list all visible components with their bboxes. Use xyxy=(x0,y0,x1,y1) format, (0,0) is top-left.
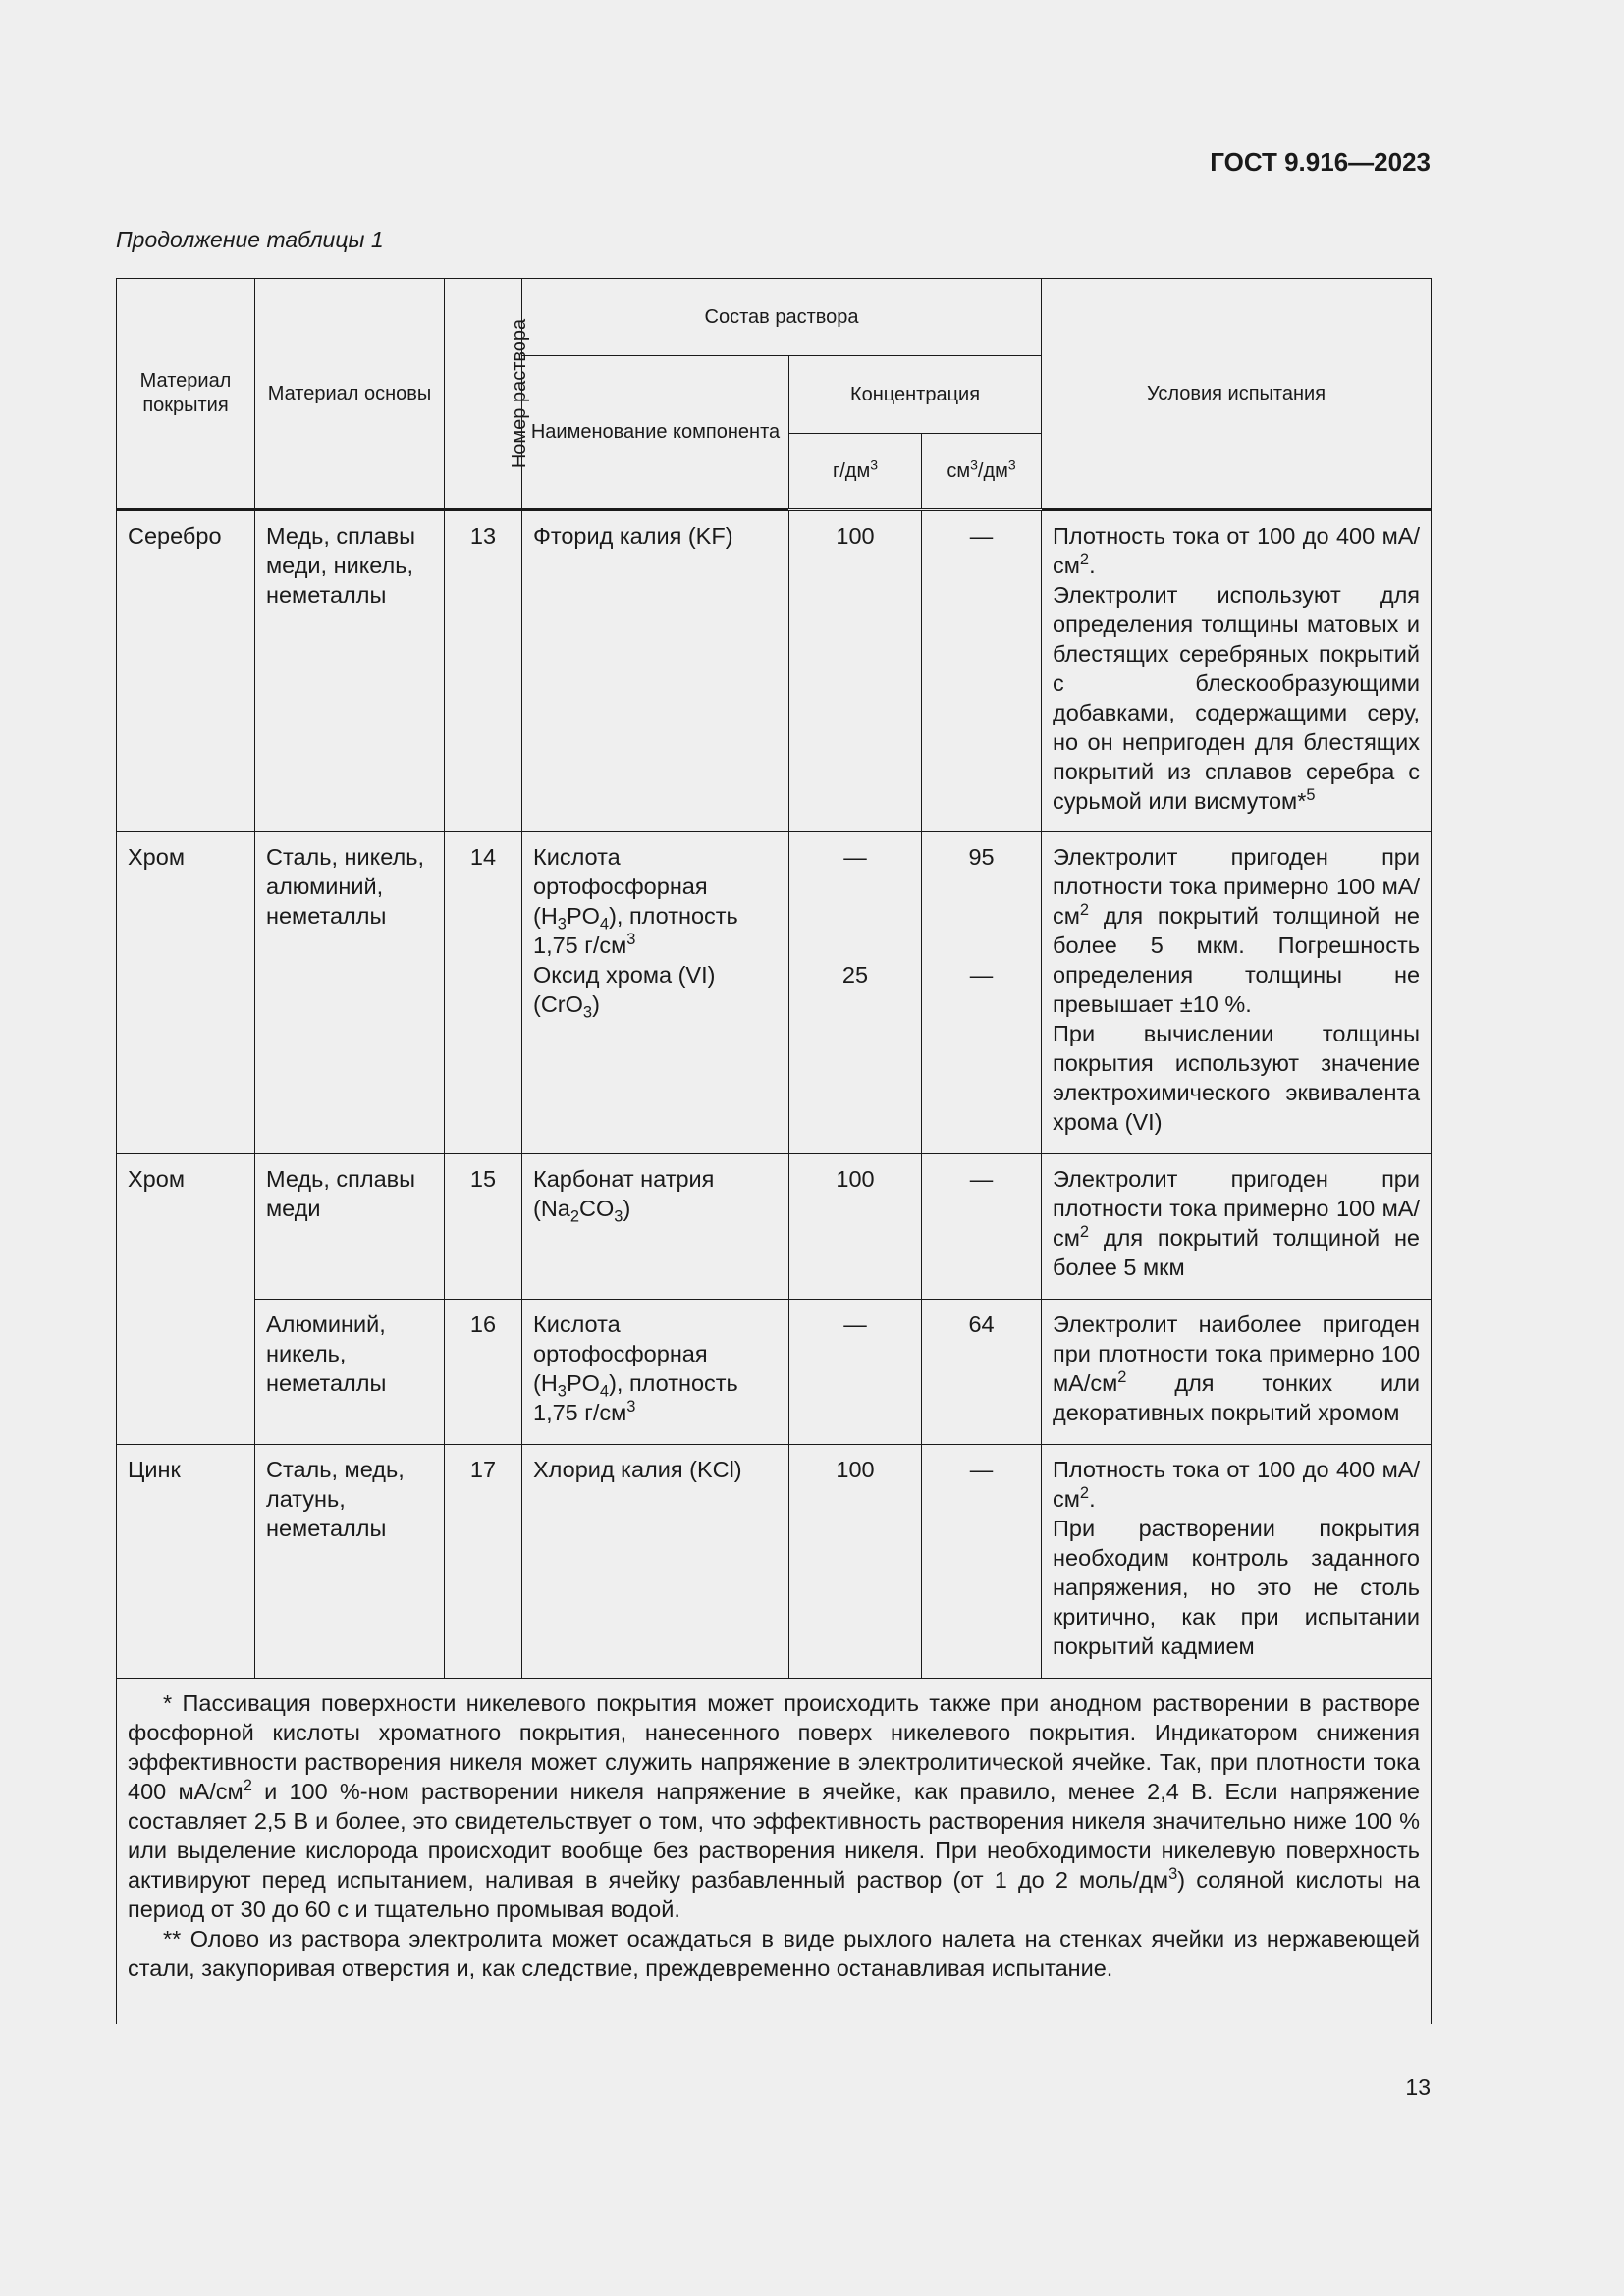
cell-number: 17 xyxy=(445,1445,522,1679)
header-coating-material: Материал покрытия xyxy=(117,279,255,510)
cell-base: Сталь, медь, латунь, неметаллы xyxy=(255,1445,445,1679)
cell-coating: Цинк xyxy=(117,1445,255,1679)
cell-base: Алюминий, никель, неметаллы xyxy=(255,1300,445,1445)
cell-conc-g: — xyxy=(789,1300,922,1445)
cell-conditions: Электролит наиболее пригоден при плотности тока примерно 100 $мА/см^2$ для тонких или декоративных покрытий хромом xyxy=(1042,1300,1432,1445)
table-footnotes xyxy=(117,1679,1432,2025)
cell-component: Фторид калия (KF) xyxy=(522,510,789,832)
cell-conc-g: 100 xyxy=(789,1154,922,1300)
table-header xyxy=(117,279,1432,510)
cell-base: Медь, сплавы меди xyxy=(255,1154,445,1300)
cell-component: Хлорид калия (KCl) xyxy=(522,1445,789,1679)
header-solution-number: Номер раствора xyxy=(445,279,522,510)
header-unit-cm: $см^3/дм^3$ xyxy=(922,434,1042,510)
header-base-material: Материал основы xyxy=(255,279,445,510)
cell-conc-cm: — xyxy=(922,1154,1042,1300)
cell-conc-cm: — xyxy=(922,1445,1042,1679)
cell-conc-g: 100 xyxy=(789,510,922,832)
cell-conditions: Электролит пригоден при плотности тока примерно 100 $мА/см^2$ для покрытий толщиной не более 5 мкм xyxy=(1042,1154,1432,1300)
cell-conditions: Плотность тока от 100 до 400 $мА/см^2$. При растворении покрытия необходим контроль заданного напряжения, но это не столь критично, как при испытании покрытий кадмием xyxy=(1042,1445,1432,1679)
header-concentration: Концентрация xyxy=(789,356,1042,434)
cell-base: Медь, сплавы меди, никель, неметаллы xyxy=(255,510,445,832)
cell-base: Сталь, никель, алюминий, неметаллы xyxy=(255,832,445,1154)
cell-coating: Хром xyxy=(117,1154,255,1445)
data-table xyxy=(116,278,1432,2024)
table-row xyxy=(117,510,1432,832)
cell-coating: Хром xyxy=(117,832,255,1154)
cell-coating: Серебро xyxy=(117,510,255,832)
cell-component: Кислота ортофосфорная $(H_3PO_4)$, плотность 1,75 $г/см^3$ xyxy=(522,1300,789,1445)
cell-conc-cm: — xyxy=(922,510,1042,832)
header-component-name: Наименование компонента xyxy=(522,356,789,510)
cell-conc-cm: 64 xyxy=(922,1300,1042,1445)
cell-number: 13 xyxy=(445,510,522,832)
header-unit-g: $г/дм^3$ xyxy=(789,434,922,510)
cell-conditions: Электролит пригоден при плотности тока примерно 100 $мА/см^2$ для покрытий толщиной не более 5 мкм. Погрешность определения толщины не превышает ±10 %. При вычислении толщины покрытия используют значение электрохимического эквивалента хрома (VI) xyxy=(1042,832,1432,1154)
table-row xyxy=(117,1300,1432,1445)
cell-number: 15 xyxy=(445,1154,522,1300)
table-row xyxy=(117,1154,1432,1300)
cell-number: 14 xyxy=(445,832,522,1154)
cell-number: 16 xyxy=(445,1300,522,1445)
footnote-2: ** Олово из раствора электролита может осаждаться в виде рыхлого налета на стенках ячейки из нержавеющей стали, закупоривая отверстия и, как следствие, преждевременно останавливая испытание. xyxy=(128,1926,1421,1981)
cell-component: Карбонат натрия $(Na_2CO_3)$ xyxy=(522,1154,789,1300)
header-conditions: Условия испытания xyxy=(1042,279,1432,510)
cell-conc-g: — 25 xyxy=(789,832,922,1154)
cell-conditions: Плотность тока от 100 до 400 $мА/см^2$. Электролит используют для определения толщины матовых и блестящих серебряных покрытий с блескообразующими добавками, содержащими серу, но он непригоден для блестящих покрытий из сплавов серебра с сурьмой или висмутом*$^5$ xyxy=(1042,510,1432,832)
cell-conc-g: 100 xyxy=(789,1445,922,1679)
table-notes-row xyxy=(117,1679,1432,2025)
document-code: ГОСТ 9.916—2023 xyxy=(1210,147,1431,177)
page-number: 13 xyxy=(1405,2074,1431,2100)
header-composition: Состав раствора xyxy=(522,279,1042,356)
cell-component: Кислота ортофосфорная $(H_3PO_4)$, плотность 1,75 $г/см^3$ Оксид хрома (VI) (CrO$_3$) xyxy=(522,832,789,1154)
footnote-1: * Пассивация поверхности никелевого покрытия может происходить также при анодном растворении в растворе фосфорной кислоты хроматного покрытия, нанесенного поверх никелевого покрытия. Индикатором снижения эффективности растворения никеля может служить напряжение в электролитической ячейке. Так, при плотности тока 400 $мА/см^2$ и 100 %-ном растворении никеля напряжение в ячейке, как правило, менее 2,4 В. Если напряжение составляет 2,5 В и более, это свидетельствует о том, что эффективность растворения никеля значительно ниже 100 % или выделение кислорода происходит вообще без растворения никеля. При необходимости никелевую поверхность активируют перед испытанием, наливая в ячейку разбавленный раствор (от 1 до 2 моль/$дм^3$) соляной кислоты на период от 30 до 60 с и тщательно промывая водой. xyxy=(128,1690,1421,1922)
cell-conc-cm: 95 — xyxy=(922,832,1042,1154)
table-row xyxy=(117,1445,1432,1679)
table-row xyxy=(117,832,1432,1154)
table-caption: Продолжение таблицы 1 xyxy=(116,227,384,252)
